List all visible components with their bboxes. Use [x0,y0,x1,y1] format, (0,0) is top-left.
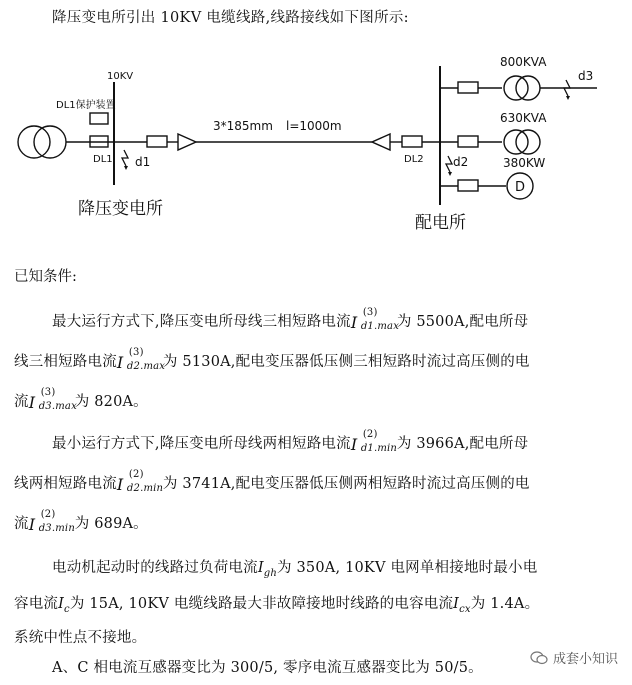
breaker-dl2-label: DL2 [404,154,424,165]
para1-line3: 流 I (3) d3.max 为 820A。 [14,387,148,412]
para3-line2: 容电流$I_c$为 15A, 10KV 电缆线路最大非故障接地时线路的电容电流$I_{cx}$为 1.4A。 [14,596,540,615]
transformer-800kva-label: 800KVA [500,55,547,69]
motor-symbol: D [515,180,526,195]
breaker-dl1-label: DL1 [93,154,113,165]
para3-line1: 电动机起动时的线路过负荷电流$I_{gh}$为 350A, 10KV 电网单相接地时最小电 [52,560,538,579]
breaker-dl2-icon [402,136,422,147]
wechat-icon [530,651,548,665]
wiring-diagram [0,0,632,250]
para2-line3: 流 I (2) d3.min 为 689A。 [14,509,148,534]
fault-d1-icon [122,150,128,166]
fault-d1-label: d1 [135,155,151,169]
para2-line1: 最小运行方式下,降压变电所母线两相短路电流 I (2) d1.min 为 3966A,配电所母 [52,429,529,454]
fault-d2-label: d2 [453,155,469,169]
fault-d3-label: d3 [578,69,594,83]
voltage-label: 10KV [107,71,134,82]
fault-d2-icon [446,156,452,172]
transformer-630kva-label: 630KVA [500,111,547,125]
cable-terminal-right-icon [372,134,390,150]
watermark [530,648,618,667]
protection-label: DL1保护装置 [56,100,116,111]
para3-line3: 系统中性点不接地。 [14,630,147,646]
conditions-title: 已知条件: [14,269,77,285]
motor-rating-label: 380KW [503,156,546,170]
watermark-text: 成套小知识 [552,652,618,667]
cable-spec-label: 3*185mm [213,119,273,133]
para1-line1: 最大运行方式下,降压变电所母线三相短路电流 I (3) d1.max 为 5500A,配电所母 [52,307,529,332]
breaker-box-left [147,136,167,147]
para2-line2: 线两相短路电流 I (2) d2.min 为 3741A,配电变压器低压侧两相短路时流过高压侧的电 [14,469,530,494]
substation-right-label: 配电所 [415,213,466,233]
substation-left-label: 降压变电所 [78,199,163,219]
para1-line2: 线三相短路电流 I (3) d2.max 为 5130A,配电变压器低压侧三相短路时流过高压侧的电 [14,347,530,372]
para4: A、C 相电流互感器变比为 300/5, 零序电流互感器变比为 50/5。 [52,660,483,676]
intro-text: 降压变电所引出 10KV 电缆线路,线路接线如下图所示: [52,10,409,26]
fault-d3-icon [564,80,570,96]
cable-length-label: l=1000m [286,119,342,133]
protection-device-icon [90,113,108,124]
cable-terminal-left-icon [178,134,196,150]
